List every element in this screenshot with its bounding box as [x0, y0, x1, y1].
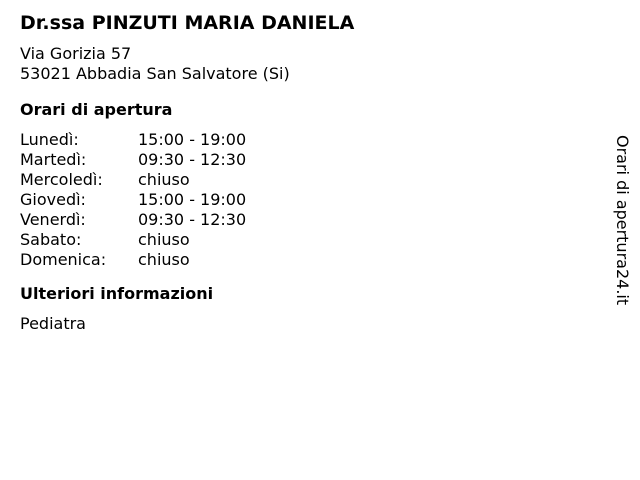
business-name: Dr.ssa PINZUTI MARIA DANIELA: [20, 12, 355, 34]
day-label: Sabato:: [20, 230, 82, 249]
time-value: chiuso: [138, 170, 190, 189]
time-value: 09:30 - 12:30: [138, 150, 247, 169]
additional-info-heading: Ulteriori informazioni: [20, 284, 214, 303]
time-value: chiuso: [138, 250, 190, 269]
day-label: Lunedì:: [20, 130, 79, 149]
address-city: 53021 Abbadia San Salvatore (Si): [20, 64, 290, 83]
day-label: Giovedì:: [20, 190, 86, 209]
hours-row-friday: [20, 210, 590, 230]
day-label: Domenica:: [20, 250, 107, 269]
hours-row-saturday: [20, 230, 590, 250]
hours-row-tuesday: [20, 150, 590, 170]
time-value: chiuso: [138, 230, 190, 249]
day-label: Mercoledì:: [20, 170, 103, 189]
time-value: 09:30 - 12:30: [138, 210, 247, 229]
opening-hours-list: [20, 130, 590, 270]
address-block: [20, 44, 590, 84]
hours-row-thursday: [20, 190, 590, 210]
time-value: 15:00 - 19:00: [138, 190, 247, 209]
hours-row-wednesday: [20, 170, 590, 190]
day-label: Martedì:: [20, 150, 87, 169]
additional-info-text: Pediatra: [20, 314, 86, 333]
site-watermark: Orari di apertura24.it: [613, 135, 632, 306]
address-street: Via Gorizia 57: [20, 44, 132, 63]
business-card: [20, 10, 590, 334]
opening-hours-heading: Orari di apertura: [20, 100, 173, 119]
day-label: Venerdì:: [20, 210, 86, 229]
hours-row-monday: [20, 130, 590, 150]
hours-row-sunday: [20, 250, 590, 270]
time-value: 15:00 - 19:00: [138, 130, 247, 149]
